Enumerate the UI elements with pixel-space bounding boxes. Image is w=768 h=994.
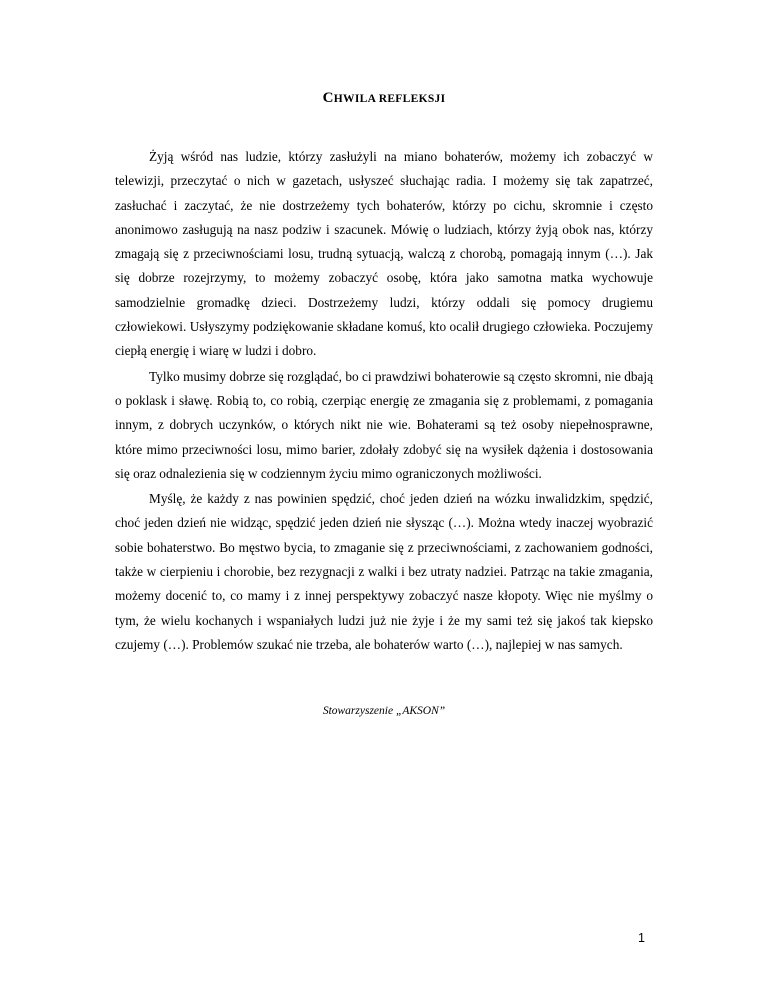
signature: Stowarzyszenie „AKSON” xyxy=(322,705,446,717)
paragraph-3: Myślę, że każdy z nas powinien spędzić, choć jeden dzień na wózku inwalidzkim, spędzić, choć jeden dzień nie widząc, spędzić jeden dzień nie słysząc (…). Można wtedy inaczej wyobrazić sobie bohaterstwo. Bo męstwo bycia, to zmaganie się z przeciwnościami, z zachowaniem godności, także w cierpieniu i chorobie, bez rezygnacji z walki i bez utraty nadziei. Patrząc na takie zmagania, możemy docenić to, co mamy i z innej perspektywy zobaczyć nasze kłopoty. Więc nie myślmy o tym, że wielu kochanych i wspaniałych ludzi już nie żyje i że my sami też się jakoś tak kiepsko czujemy (…). Problemów szukać nie trzeba, ale bohaterów warto (…), najlepiej w nas samych. xyxy=(115,491,653,652)
paragraph-2: Tylko musimy dobrze się rozglądać, bo ci prawdziwi bohaterowie są często skromni, nie dbają o poklask i sławę. Robią to, co robią, czerpiąc energię ze zmagania się z problemami, z pomagania innym, z dobrych uczynków, o których nikt nie wie. Bohaterami są też osoby niepełnosprawne, które mimo przeciwności losu, mimo barier, zdołały zdobyć się na wysiłek dążenia i dostosowania się oraz odnalezienia się w codziennym życiu mimo ograniczonych możliwości. xyxy=(115,368,653,481)
page-number: 1 xyxy=(638,931,645,945)
page-title-initial: C xyxy=(322,90,334,106)
page-title-rest: HWILA REFLEKSJI xyxy=(333,93,446,105)
paragraph-1: Żyją wśród nas ludzie, którzy zasłużyli na miano bohaterów, możemy ich zobaczyć w telewizji, przeczytać o nich w gazetach, usłyszeć słuchając radia. I możemy się tak zapatrzeć, zasłuchać i zaczytać, że nie dostrzeżemy tych bohaterów, którzy po cichu, skromnie i często anonimowo zasługują na nasz podziw i szacunek. Mówię o ludziach, którzy żyją obok nas, którzy zmagają się z przeciwnościami losu, trudną sytuacją, walczą z chorobą, pomagają innym (…). Jak się dobrze rozejrzymy, to możemy zobaczyć osobę, która jako samotna matka wychowuje samodzielnie gromadkę dzieci. Dostrzeżemy ludzi, którzy oddali się pomocy drugiemu człowiekowi. Usłyszymy podziękowanie składane komuś, kto ocalił drugiego człowieka. Poczujemy ciepłą energię i wiarę w ludzi i dobro. xyxy=(115,149,653,359)
article-body xyxy=(115,145,653,658)
page-title xyxy=(0,90,768,107)
